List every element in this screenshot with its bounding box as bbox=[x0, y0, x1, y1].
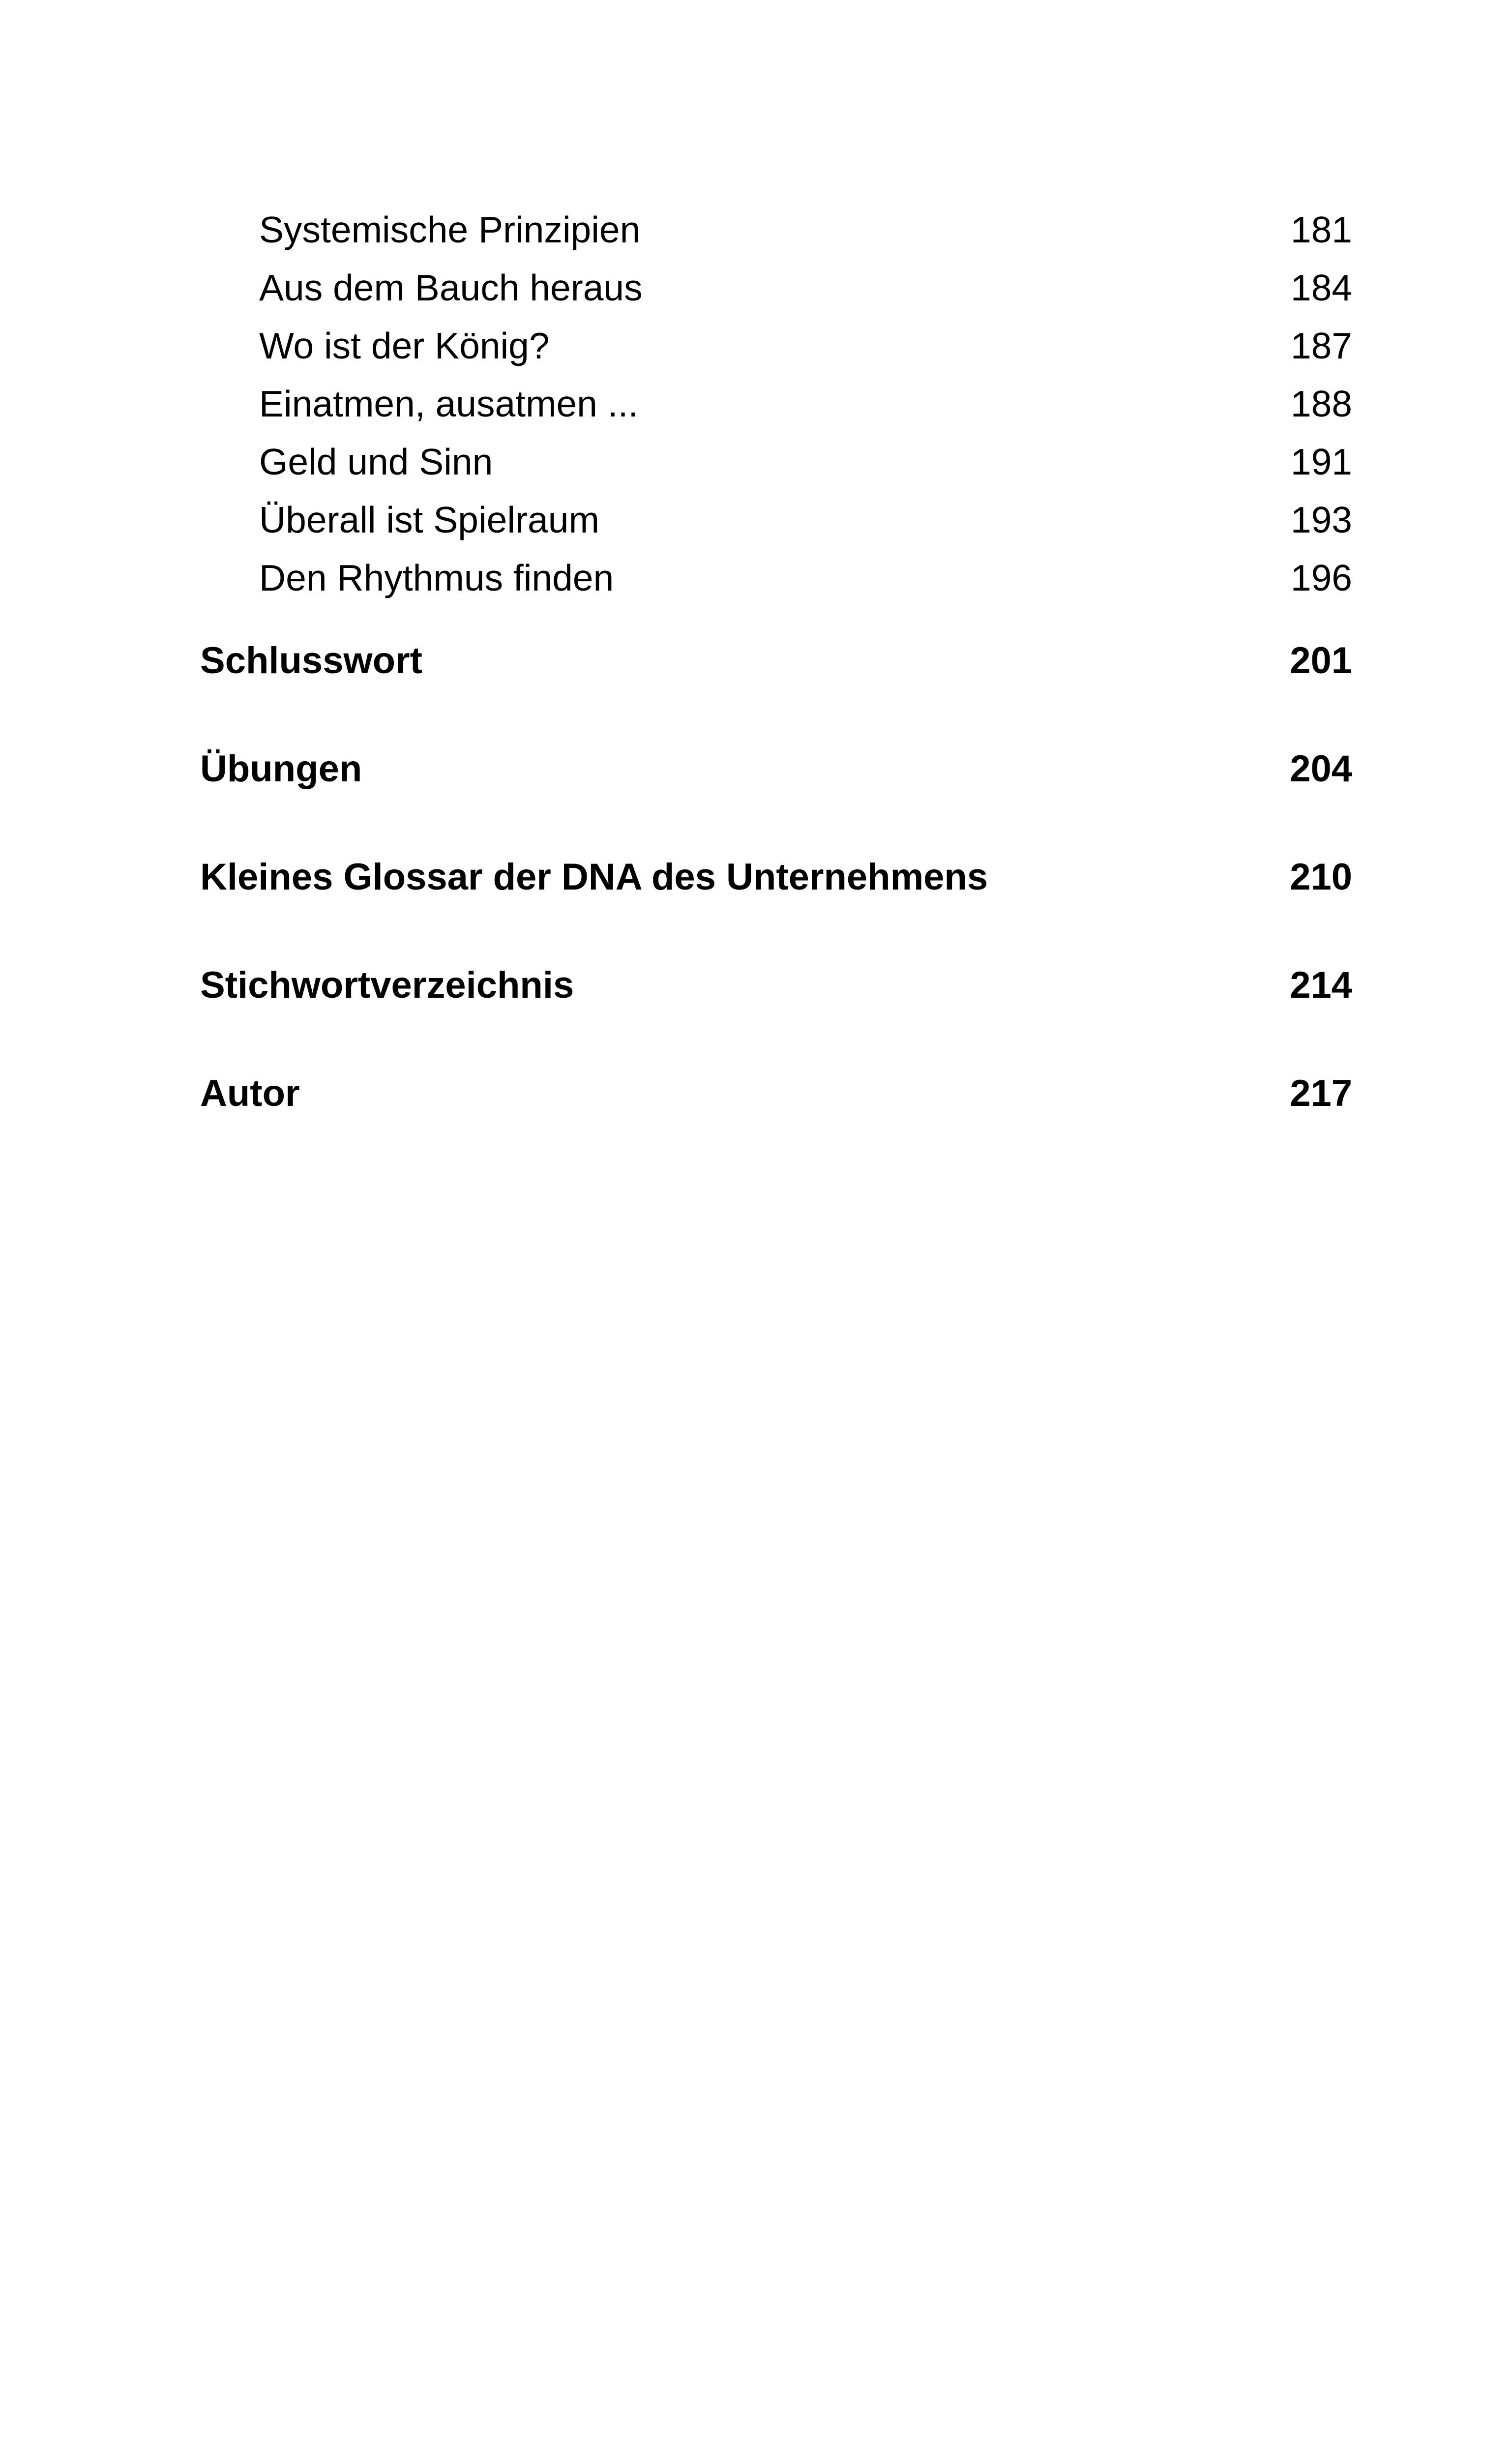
toc-sub-entry bbox=[200, 201, 1352, 259]
toc-main-entry bbox=[200, 931, 1352, 1040]
toc-sub-entry bbox=[200, 433, 1352, 491]
toc-chapter-title: Übungen bbox=[200, 748, 362, 790]
toc-chapter-page: 214 bbox=[1290, 964, 1352, 1006]
toc-chapter-page: 201 bbox=[1290, 640, 1352, 682]
toc-entry-title: Einatmen, ausatmen ... bbox=[259, 383, 639, 424]
toc-entry-page: 191 bbox=[1290, 441, 1352, 482]
toc-entry-title: Den Rhythmus finden bbox=[259, 557, 614, 598]
toc-entry-title: Wo ist der König? bbox=[259, 325, 550, 366]
toc-entry-title: Geld und Sinn bbox=[259, 441, 493, 482]
toc-chapter-title: Stichwortverzeichnis bbox=[200, 964, 574, 1006]
toc-entry-page: 187 bbox=[1290, 325, 1352, 366]
toc-chapter-page: 217 bbox=[1290, 1072, 1352, 1114]
toc-entry-page: 188 bbox=[1290, 383, 1352, 424]
toc-chapter-page: 204 bbox=[1290, 748, 1352, 790]
toc-sub-entry bbox=[200, 375, 1352, 433]
toc-chapter-title: Schlusswort bbox=[200, 640, 422, 682]
toc-chapter-title: Kleines Glossar der DNA des Unternehmens bbox=[200, 856, 988, 898]
toc-entry-page: 184 bbox=[1290, 267, 1352, 308]
toc-sub-entry bbox=[200, 491, 1352, 549]
toc-chapter-title: Autor bbox=[200, 1072, 300, 1114]
table-of-contents bbox=[200, 201, 1352, 1148]
toc-sub-entry bbox=[200, 259, 1352, 317]
toc-main-entry bbox=[200, 715, 1352, 823]
toc-entry-title: Aus dem Bauch heraus bbox=[259, 267, 643, 308]
toc-entry-page: 196 bbox=[1290, 557, 1352, 598]
toc-main-entry bbox=[200, 1040, 1352, 1148]
toc-main-entry bbox=[200, 823, 1352, 931]
toc-entry-page: 193 bbox=[1290, 499, 1352, 540]
toc-entry-page: 181 bbox=[1290, 209, 1352, 250]
toc-chapter-page: 210 bbox=[1290, 856, 1352, 898]
toc-entry-title: Systemische Prinzipien bbox=[259, 209, 641, 250]
toc-sub-entry bbox=[200, 317, 1352, 375]
toc-entry-title: Überall ist Spielraum bbox=[259, 499, 599, 540]
toc-sub-entry bbox=[200, 549, 1352, 607]
toc-main-entry bbox=[200, 607, 1352, 715]
